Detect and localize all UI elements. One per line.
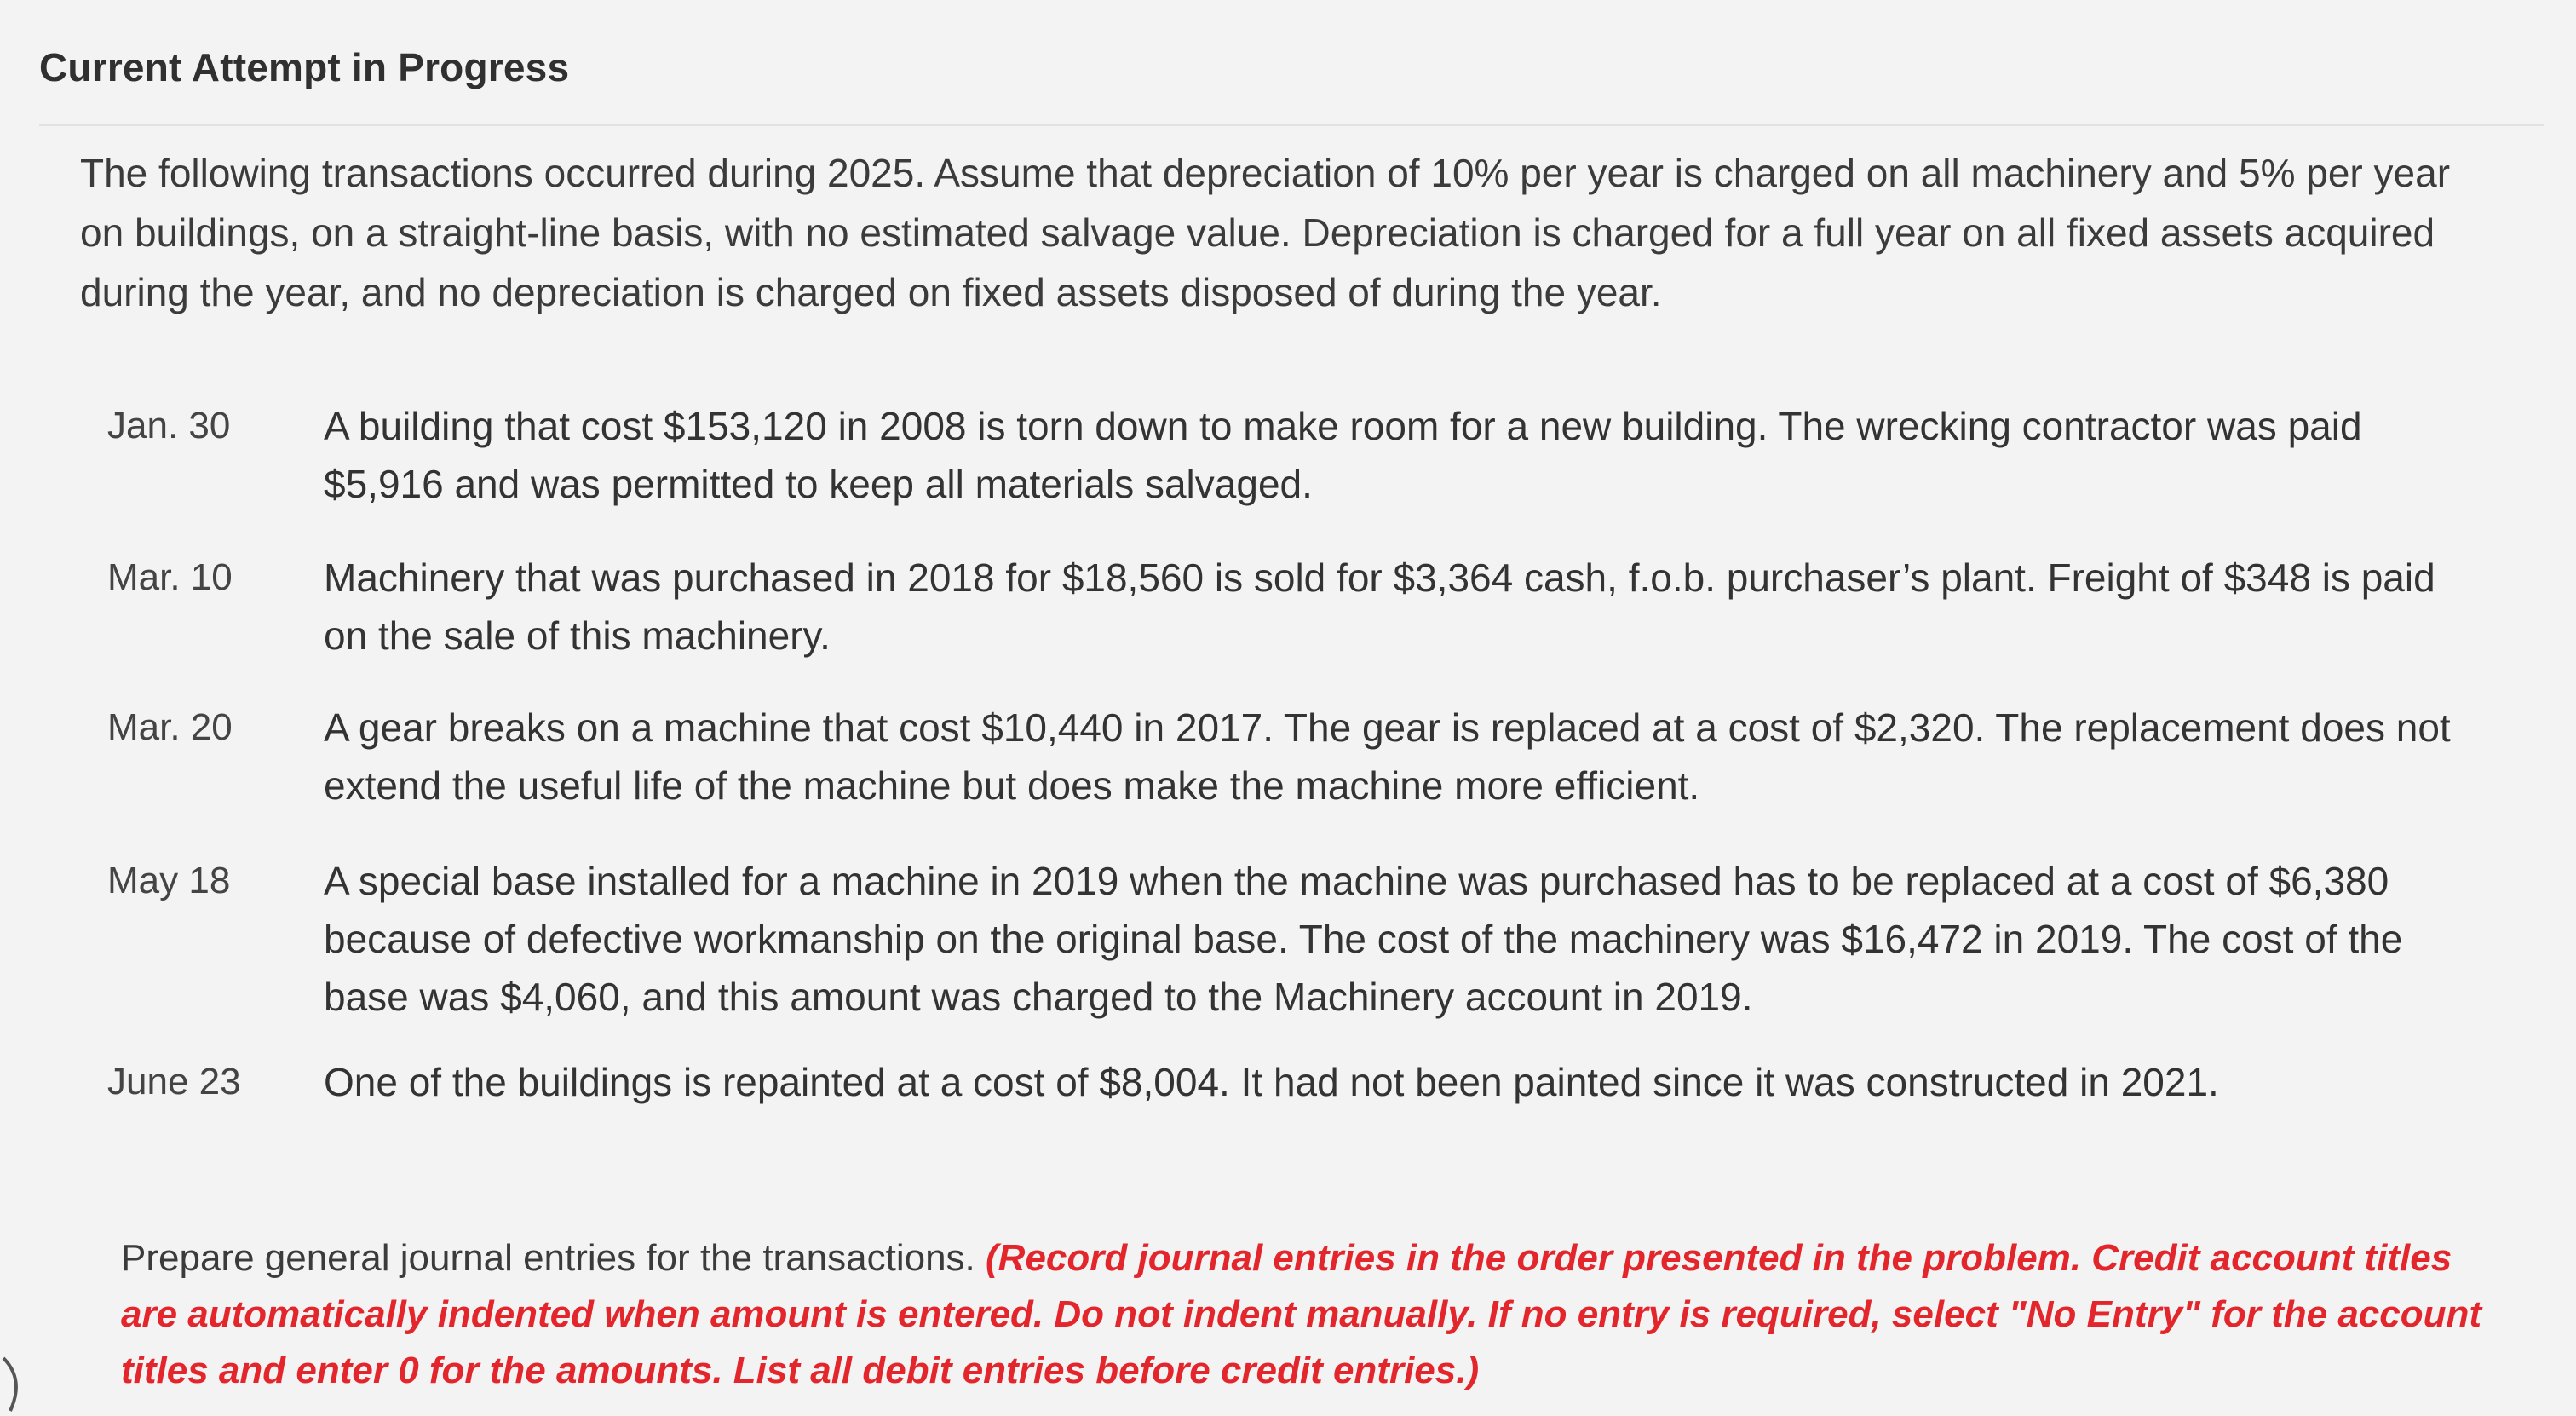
transaction-date: Mar. 20 <box>107 706 233 748</box>
transaction-date: Mar. 10 <box>107 556 233 598</box>
journal-instructions <box>121 1230 2489 1399</box>
instructions-text: Prepare general journal entries for the transactions. <box>121 1237 975 1279</box>
transaction-description: A special base installed for a machine in 2019 when the machine was purchased has to be replaced at a cost of $6,380 because of defective workmanship on the original base. The cost of the machinery was $16,472 in 2019. The cost of the base was $4,060, and this amount was charged to the Machinery account in 2019. <box>324 859 2403 1019</box>
problem-intro: The following transactions occurred during 2025. Assume that depreciation of 10% per year is charged on all machinery and 5% per year on buildings, on a straight-line basis, with no estimated salvage value. Depreciation is charged for a full year on all fixed assets acquired during the year, and no depreciation is charged on fixed assets disposed of during the year. <box>80 151 2451 314</box>
instructions-emphasis: (Record journal entries in the order presented in the problem. Credit account titles are automatically indented when amount is entered. Do not indent manually. If no entry is required, select "No Entry" for the account titles and enter 0 for the amounts. List all debit entries before credit entries.) <box>121 1237 2482 1391</box>
attempt-status-title: Current Attempt in Progress <box>39 45 570 89</box>
transaction-date: June 23 <box>107 1061 241 1102</box>
transaction-date: May 18 <box>107 860 231 901</box>
transaction-date: Jan. 30 <box>107 405 231 446</box>
transaction-description: Machinery that was purchased in 2018 for $18,560 is sold for $3,364 cash, f.o.b. purchaser’s plant. Freight of $348 is paid on the sale of this machinery. <box>324 555 2435 658</box>
header-divider <box>39 124 2544 126</box>
transaction-description: One of the buildings is repainted at a cost of $8,004. It had not been painted since it was constructed in 2021. <box>324 1060 2219 1104</box>
partial-scroll-icon <box>0 1355 34 1416</box>
transaction-description: A gear breaks on a machine that cost $10,440 in 2017. The gear is replaced at a cost of $2,320. The replacement does not extend the useful life of the machine but does make the machine more efficient. <box>324 705 2451 808</box>
transaction-description: A building that cost $153,120 in 2008 is torn down to make room for a new building. The wrecking contractor was paid $5,916 and was permitted to keep all materials salvaged. <box>324 404 2362 506</box>
